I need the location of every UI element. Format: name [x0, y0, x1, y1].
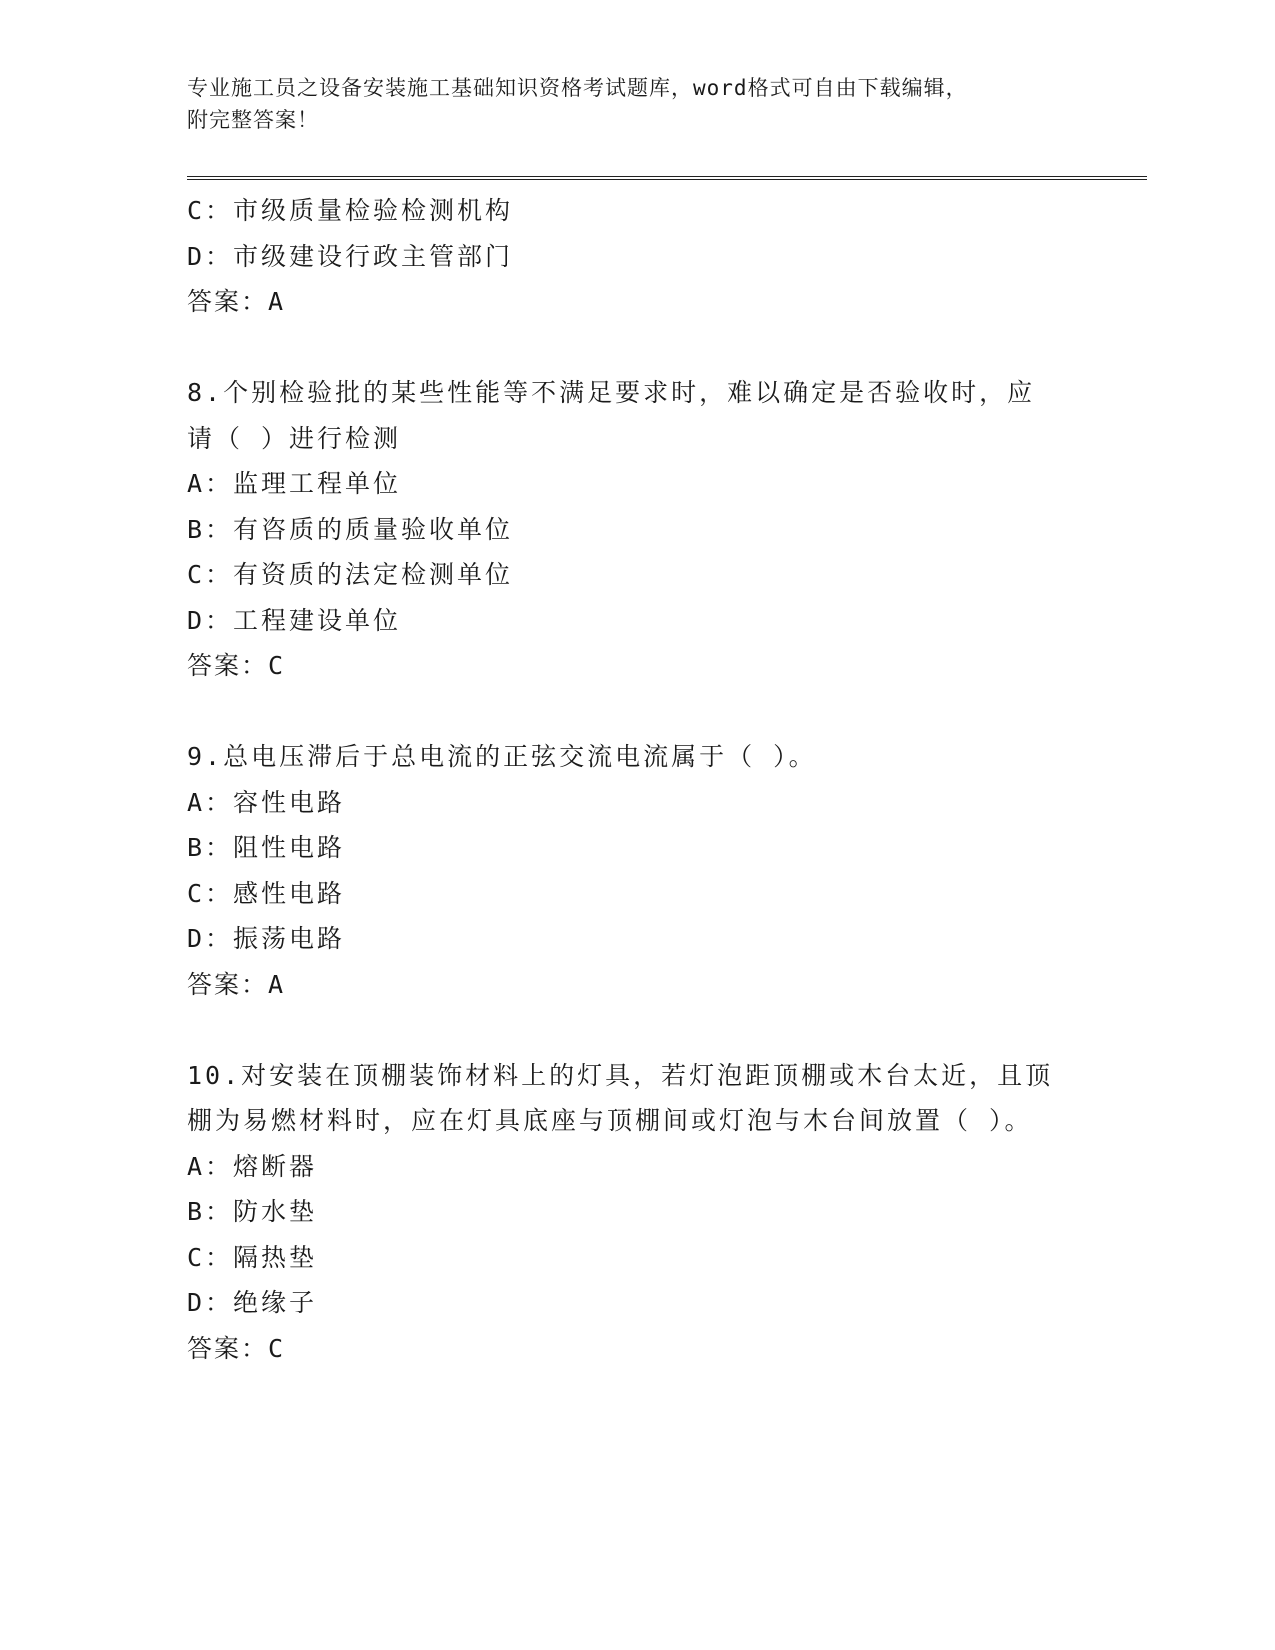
option-c: C：隔热垫 — [187, 1242, 318, 1272]
option-a: A：容性电路 — [187, 787, 346, 817]
option-d: D：工程建设单位 — [187, 605, 402, 635]
question-stem-line: 棚为易燃材料时，应在灯具底座与顶棚间或灯泡与木台间放置（ ）。 — [187, 1106, 1033, 1135]
question-stem-line: 9.总电压滞后于总电流的正弦交流电流属于（ ）。 — [187, 742, 817, 771]
question-9 — [187, 734, 1087, 1007]
answer-line: 答案：C — [187, 1333, 286, 1363]
option-c: C：感性电路 — [187, 878, 346, 908]
option-a: A：熔断器 — [187, 1151, 318, 1181]
answer-line: 答案：C — [187, 651, 286, 680]
option-d: D：绝缘子 — [187, 1288, 318, 1317]
option-d: D：市级建设行政主管部门 — [187, 241, 514, 271]
question-8 — [187, 370, 1087, 689]
question-list — [187, 188, 1087, 1371]
question-stem-line: 10.对安装在顶棚装饰材料上的灯具，若灯泡距顶棚或木台太近，且顶 — [187, 1060, 1054, 1090]
answer-line: 答案：A — [187, 969, 286, 999]
question-stem-line: 8.个别检验批的某些性能等不满足要求时，难以确定是否验收时，应 — [187, 378, 1036, 407]
option-b: B：阻性电路 — [187, 833, 346, 862]
question-spacer — [187, 325, 1087, 371]
option-b: B：有咨质的质量验收单位 — [187, 514, 514, 544]
answer-line: 答案：A — [187, 287, 286, 316]
header-line-1: 专业施工员之设备安装施工基础知识资格考试题库，word格式可自由下载编辑， — [187, 76, 968, 100]
partial-question — [187, 188, 1087, 325]
header-line-2: 附完整答案！ — [187, 108, 319, 132]
option-c: C：有资质的法定检测单位 — [187, 560, 514, 589]
option-a: A：监理工程单位 — [187, 469, 402, 498]
document-header — [187, 72, 1087, 136]
option-b: B：防水垫 — [187, 1197, 318, 1226]
option-d: D：振荡电路 — [187, 924, 346, 953]
header-divider — [187, 176, 1147, 180]
option-c: C：市级质量检验检测机构 — [187, 196, 514, 225]
question-stem-line: 请（ ）进行检测 — [187, 423, 402, 453]
question-10 — [187, 1053, 1087, 1372]
question-spacer — [187, 1007, 1087, 1053]
question-spacer — [187, 689, 1087, 735]
